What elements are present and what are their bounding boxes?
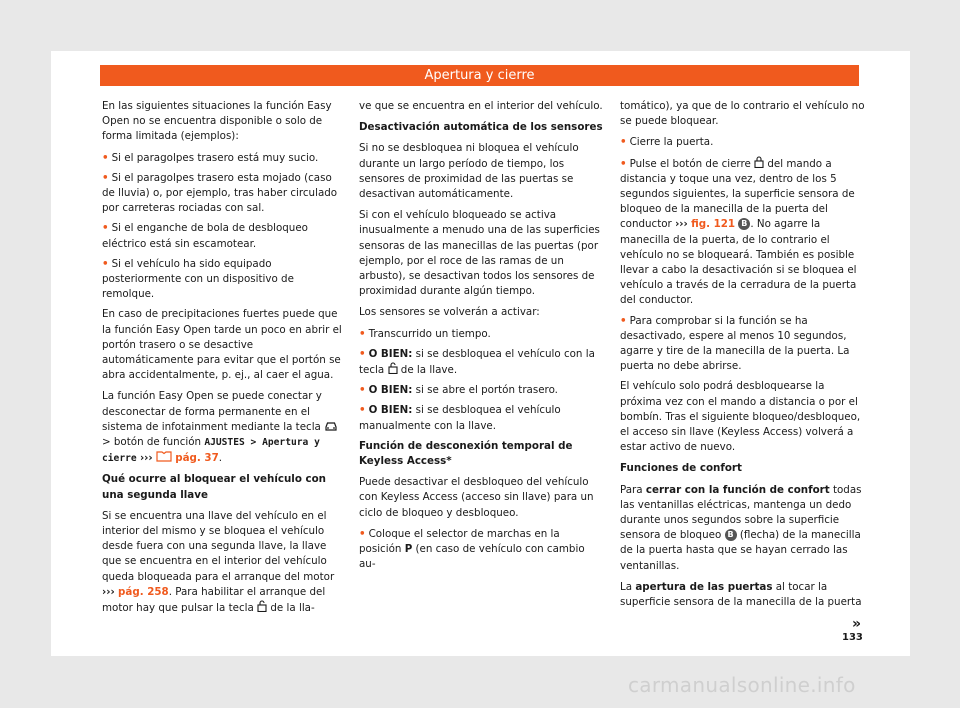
section-heading: Función de desconexión temporal de Keyless Access* (359, 439, 573, 468)
bullet-icon: • (102, 222, 109, 235)
paragraph: Si no se desbloquea ni bloquea el vehículo durante un largo período de tiempo, los sensores de proximidad de las puertas se desactivan automáticamente. (359, 142, 579, 201)
callout-badge: B (725, 529, 737, 541)
paragraph: Si con el vehículo bloqueado se activa inusualmente a menudo una de las superficies sensoras de las manecillas de las puertas (por ejemplo, por el roce de las ramas de un arbusto), se desactivan todos los sensores de proximidad durante algún tiempo. (359, 209, 600, 298)
section-heading: Qué ocurre al bloquear el vehículo con una segunda llave (102, 473, 327, 501)
paragraph: ve que se encuentra en el interior del vehículo. (359, 100, 603, 112)
list-item: • Pulse el botón de cierre del mando a distancia y toque una vez, dentro de los 5 segundos siguientes, la superficie sensora de bloqueo de la manecilla de la puerta del conductor ››› fig. 121 B . No agarre la manecilla de la puerta, de lo contrario el vehículo no se bloqueará. También es posible llevar a cabo la desactivación si se bloquea el vehículo a través de la cerradura de la puerta del conductor. (620, 157, 857, 307)
menu-path: AJUSTES > Apertura y cierre (102, 437, 320, 465)
bullet-icon: • (620, 136, 627, 149)
watermark: carmanualsonline.info (628, 673, 856, 697)
column-3 (620, 99, 865, 616)
bullet-icon: • (102, 151, 109, 164)
paragraph: La apertura de las puertas al tocar la superficie sensora de la manecilla de la puerta (620, 580, 862, 609)
list-item: • Si el paragolpes trasero esta mojado (caso de lluvia) o, por ejemplo, tras haber circulado por carreteras rociadas con sal. (102, 171, 338, 215)
bullet-icon: • (359, 327, 366, 340)
list-item: • O BIEN: si se desbloquea el vehículo manualmente con la llave. (359, 404, 561, 432)
column-1 (102, 99, 347, 622)
page-link[interactable]: pág. 258 (118, 585, 169, 598)
callout-badge: B (738, 218, 750, 230)
paragraph: Puede desactivar el desbloqueo del vehículo con Keyless Access (acceso sin llave) para un ciclo de bloqueo y desbloqueo. (359, 476, 594, 519)
list-item: • Si el paragolpes trasero está muy sucio. (102, 151, 319, 164)
bullet-icon: • (620, 314, 627, 327)
list-item: • O BIEN: si se desbloquea el vehículo con la tecla de la llave. (359, 347, 595, 377)
list-item: • Para comprobar si la función se ha desactivado, espere al menos 10 segundos, agarre y tire de la manecilla de la puerta. La puerta no debe abrirse. (620, 314, 850, 373)
list-item: • Transcurrido un tiempo. (359, 327, 491, 340)
paragraph: El vehículo solo podrá desbloquearse la próxima vez con el mando a distancia o por el bombín. Tras el siguiente bloqueo/desbloqueo, el acceso sin llave (Keyless Access) volverá a estar activo de nuevo. (620, 380, 861, 454)
bullet-icon: • (102, 171, 109, 184)
list-item: • Si el enganche de bola de desbloqueo eléctrico está sin escamotear. (102, 222, 308, 250)
paragraph: Para cerrar con la función de confort todas las ventanillas eléctricas, mantenga un dedo durante unos segundos sobre la superficie sensora de bloqueo B (flecha) de la manecilla de la puerta hasta que se hayan cerrado las ventanillas. (620, 483, 862, 572)
column-2 (359, 99, 604, 577)
lock-icon (754, 156, 764, 168)
list-item: • Si el vehículo ha sido equipado posteriormente con un dispositivo de remolque. (102, 257, 294, 301)
bullet-icon: • (359, 404, 366, 417)
paragraph: Si se encuentra una llave del vehículo en el interior del mismo y se bloquea el vehículo desde fuera con una segunda llave, la llave que se encuentra en el interior del vehículo queda bloqueada para el arranque del motor ››› pág. 258. Para habilitar el arranque del motor hay que pulsar la tecla de la lla- (102, 509, 335, 615)
bullet-icon: • (359, 384, 366, 397)
figure-link[interactable]: fig. 121 (691, 218, 736, 231)
paragraph: En caso de precipitaciones fuertes puede que la función Easy Open tarde un poco en abrir el portón trasero o se desactive automáticamente para evitar que el portón se abra accidentalmente, p. ej., al caer el agua. (102, 308, 342, 382)
bullet-icon: • (102, 257, 109, 270)
book-icon (156, 450, 172, 462)
paragraph: Los sensores se volverán a activar: (359, 306, 540, 319)
bullet-icon: • (359, 527, 366, 540)
list-item: • Cierre la puerta. (620, 136, 714, 149)
car-menu-icon (324, 421, 338, 431)
page-link[interactable]: pág. 37 (175, 452, 219, 465)
section-heading: Funciones de confort (620, 462, 742, 475)
paragraph: La función Easy Open se puede conectar y desconectar de forma permanente en el sistema de infotainment mediante la tecla > botón de función AJUSTES > Apertura y cierre ››› pág. 37. (102, 389, 347, 466)
bullet-icon: • (359, 347, 366, 360)
paragraph: tomático), ya que de lo contrario el vehículo no se puede bloquear. (620, 100, 865, 128)
intro-paragraph: En las siguientes situaciones la función Easy Open no se encuentra disponible o solo de forma limitada (ejemplos): (102, 100, 332, 143)
list-item: • O BIEN: si se abre el portón trasero. (359, 384, 558, 397)
list-item: • Coloque el selector de marchas en la posición P (en caso de vehículo con cambio au- (359, 527, 585, 571)
unlock-icon (388, 362, 398, 374)
unlock-icon (257, 600, 267, 612)
continue-mark: » (852, 616, 862, 632)
page-number: 133 (842, 632, 863, 643)
section-heading: Desactivación automática de los sensores (359, 121, 603, 134)
section-header: Apertura y cierre (100, 65, 859, 86)
bullet-icon: • (620, 157, 627, 170)
